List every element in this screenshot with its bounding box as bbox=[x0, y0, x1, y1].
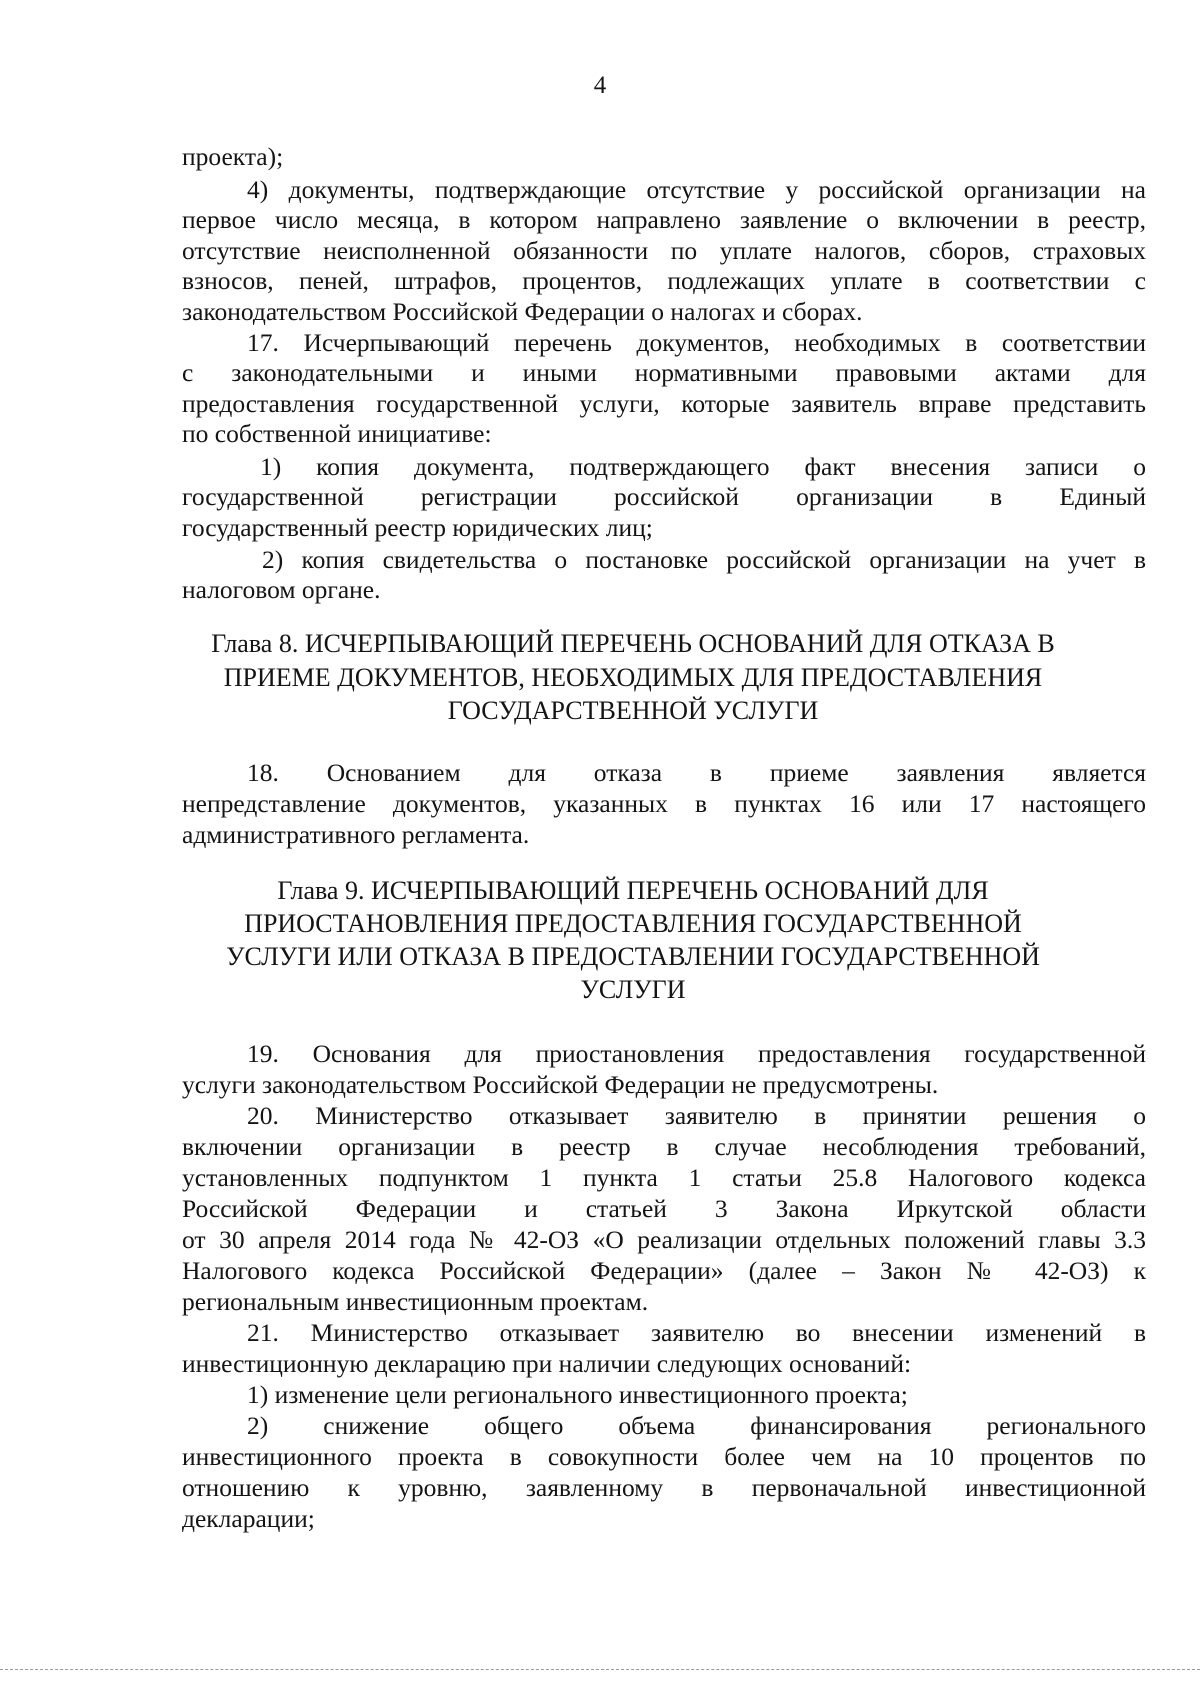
chapter-9-heading: УСЛУГИ ИЛИ ОТКАЗА В ПРЕДОСТАВЛЕНИИ ГОСУДАРСТВЕННОЙ bbox=[226, 942, 1040, 971]
text-line: 4) документы, подтверждающие отсутствие у российской организации на bbox=[247, 175, 1146, 204]
text-line: государственной регистрации российской организации в Единый bbox=[182, 482, 1146, 511]
text-line: законодательством Российской Федерации о налогах и сборах. bbox=[182, 297, 863, 326]
text-line: услуги законодательством Российской Федерации не предусмотрены. bbox=[182, 1070, 939, 1099]
text-line: административного регламента. bbox=[182, 820, 530, 849]
text-line: Российской Федерации и статьей 3 Закона Иркутской области bbox=[182, 1194, 1146, 1223]
text-line: инвестиционного проекта в совокупности более чем на 10 процентов по bbox=[182, 1442, 1146, 1471]
text-line: непредставление документов, указанных в пунктах 16 или 17 настоящего bbox=[182, 789, 1146, 818]
chapter-9-heading: УСЛУГИ bbox=[580, 975, 686, 1004]
chapter-8-heading: ПРИЕМЕ ДОКУМЕНТОВ, НЕОБХОДИМЫХ ДЛЯ ПРЕДОСТАВЛЕНИЯ bbox=[223, 663, 1043, 692]
text-line: 18. Основанием для отказа в приеме заявления является bbox=[247, 758, 1146, 787]
text-line: проекта); bbox=[182, 142, 284, 171]
text-line: включении организации в реестр в случае несоблюдения требований, bbox=[182, 1132, 1146, 1161]
text-line: с законодательными и иными нормативными правовыми актами для bbox=[182, 358, 1146, 387]
text-line: 2) снижение общего объема финансирования регионального bbox=[247, 1411, 1146, 1440]
page-bottom-rule bbox=[0, 1669, 1200, 1670]
text-line: 20. Министерство отказывает заявителю в принятии решения о bbox=[247, 1101, 1146, 1130]
chapter-9-heading: Глава 9. ИСЧЕРПЫВАЮЩИЙ ПЕРЕЧЕНЬ ОСНОВАНИЙ ДЛЯ bbox=[277, 876, 989, 905]
chapter-9-heading: ПРИОСТАНОВЛЕНИЯ ПРЕДОСТАВЛЕНИЯ ГОСУДАРСТВЕННОЙ bbox=[244, 909, 1022, 938]
text-line: установленных подпунктом 1 пункта 1 статьи 25.8 Налогового кодекса bbox=[182, 1163, 1146, 1192]
text-line: отсутствие неисполненной обязанности по уплате налогов, сборов, страховых bbox=[182, 236, 1146, 265]
text-line: 17. Исчерпывающий перечень документов, необходимых в соответствии bbox=[247, 328, 1146, 357]
text-line: государственный реестр юридических лиц; bbox=[182, 513, 653, 542]
text-line: взносов, пеней, штрафов, процентов, подлежащих уплате в соответствии с bbox=[182, 266, 1146, 295]
text-line: Налогового кодекса Российской Федерации» (далее – Закон № 42-ОЗ) к bbox=[182, 1256, 1146, 1285]
text-line: отношению к уровню, заявленному в первоначальной инвестиционной bbox=[182, 1473, 1146, 1502]
text-line: региональным инвестиционным проектам. bbox=[182, 1287, 649, 1316]
text-line: инвестиционную декларацию при наличии следующих оснований: bbox=[182, 1349, 912, 1378]
text-line: налоговом органе. bbox=[182, 575, 381, 604]
text-line: по собственной инициативе: bbox=[182, 419, 492, 448]
page-number: 4 bbox=[593, 72, 607, 99]
text-line: декларации; bbox=[182, 1504, 315, 1533]
text-line: 2) копия свидетельства о постановке российской организации на учет в bbox=[262, 545, 1146, 574]
text-line: первое число месяца, в котором направлено заявление о включении в реестр, bbox=[182, 205, 1146, 234]
chapter-8-heading: ГОСУДАРСТВЕННОЙ УСЛУГИ bbox=[447, 696, 819, 725]
text-line: 19. Основания для приостановления предоставления государственной bbox=[247, 1039, 1146, 1068]
text-line: предоставления государственной услуги, которые заявитель вправе представить bbox=[182, 389, 1146, 418]
chapter-8-heading: Глава 8. ИСЧЕРПЫВАЮЩИЙ ПЕРЕЧЕНЬ ОСНОВАНИЙ ДЛЯ ОТКАЗА В bbox=[211, 629, 1055, 658]
text-line: 21. Министерство отказывает заявителю во внесении изменений в bbox=[247, 1318, 1146, 1347]
text-line: от 30 апреля 2014 года № 42-ОЗ «О реализации отдельных положений главы 3.3 bbox=[182, 1225, 1146, 1254]
text-line: 1) копия документа, подтверждающего факт внесения записи о bbox=[260, 452, 1146, 481]
text-line: 1) изменение цели регионального инвестиционного проекта; bbox=[247, 1380, 908, 1409]
